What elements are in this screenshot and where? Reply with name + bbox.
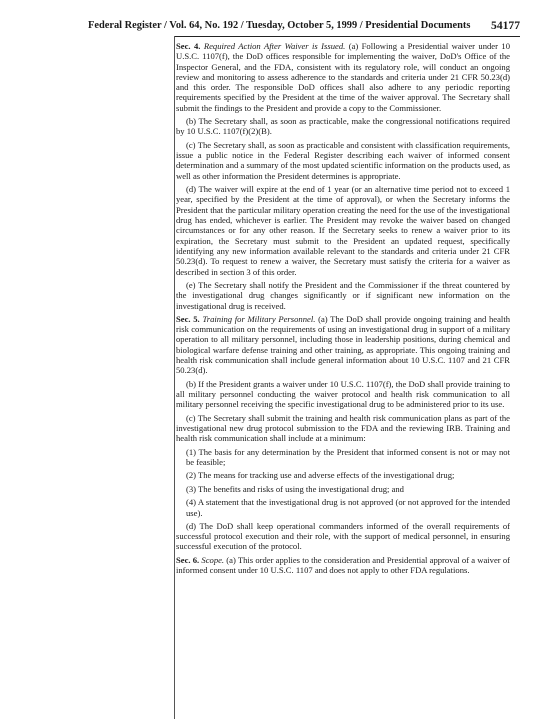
sec5-para-a [176,314,510,376]
document-body [176,41,510,579]
sec5-title: Training for Military Personnel. [202,313,316,324]
page-number: 54177 [491,19,520,32]
sec6-para-a-text: (a) This order applies to the consideration and Presidential approval of a waiver of informed consent under 10 U.S.C. 1107 and does not apply to other FDA regulations. [176,554,510,576]
header-rule [174,36,520,37]
sec4-para-a-text: (a) Following a Presidential waiver under 10 U.S.C. 1107(f), the DoD offices responsible for implementing the waiver, DoD's Office of the Inspector General, and the FDA, consistent with its regulatory role, will conduct an ongoing review and monitoring to assess adherence to the standards and criteria under 21 CFR 50.23(d) and this order. The responsible DoD offices shall also adhere to any periodic reporting requirements specified by the President at the time of the waiver approval. The Secretary shall submit the findings to the President and provide a copy to the Commissioner. [176,41,510,113]
sec4-para-a [176,41,510,113]
running-header [88,19,520,33]
sec6-para-a [176,555,510,576]
margin-rule [174,36,175,719]
sec4-para-d: (d) The waiver will expire at the end of 1 year (or an alternative time period not to exceed 1 year, specified by the President at the time of approval), or when the Secretary informs the President that the particular military operation creating the need for the use of the investigational drug has ended, whichever is earlier. The President may revoke the waiver based on changed circumstances or for any other reason. If the Secretary seeks to renew a waiver prior to its expiration, the Secretary must submit to the President an updated request, specifically identifying any new information available relevant to the standards and criteria under 21 CFR 50.23(d). To request to renew a waiver, the Secretary must satisfy the criteria for a waiver as described in section 3 of this order. [176,184,510,277]
sec5-para-a-text: (a) The DoD shall provide ongoing training and health risk communication on the requirements of using an investigational drug in support of a military operation to all military personnel, including those in leadership positions, during chemical and biological warfare defense training and other training, as appropriate. This ongoing training and health risk communication shall include general information about 10 U.S.C. 1107 and 21 CFR 50.23(d). [176,313,511,376]
sec5-list-item: (3) The benefits and risks of using the investigational drug; and [186,483,404,494]
sec5-list-item: (1) The basis for any determination by the President that informed consent is not or may not be feasible; [186,446,510,468]
sec5-para-d: (d) The DoD shall keep operational commanders informed of the overall requirements of successful protocol execution and their role, with the support of medical personnel, in ensuring successful execution of the protocol. [176,520,510,552]
sec4-para-c: (c) The Secretary shall, as soon as practicable and consistent with classification requirements, issue a public notice in the Federal Register describing each waiver of informed consent determination and a summary of the most updated scientific information on the products used, as well as other information the President determines is appropriate. [176,139,510,181]
running-title: Federal Register / Vol. 64, No. 192 / Tuesday, October 5, 1999 / Presidential Documents [88,20,471,31]
sec6-title: Scope. [201,554,225,565]
sec6-label: Sec. 6. [176,554,200,565]
sec5-para-b: (b) If the President grants a waiver under 10 U.S.C. 1107(f), the DoD shall provide training to all military personnel conducting the waiver protocol and health risk communication to all military personnel receiving the specific investigational drug to be administered prior to its use. [176,378,510,410]
sec5-list-item: (2) The means for tracking use and adverse effects of the investigational drug; [186,470,455,481]
sec5-label: Sec. 5. [176,313,200,324]
sec5-list-item: (4) A statement that the investigational drug is not approved (or not approved for the intended use). [186,497,510,518]
sec4-label: Sec. 4. [176,41,201,51]
sec4-para-e: (e) The Secretary shall notify the President and the Commissioner if the threat countered by the investigational drug changes significantly or if significant new information on the investigational drug is received. [176,279,510,311]
sec5-para-c: (c) The Secretary shall submit the training and health risk communication plans as part of the investigational new drug protocol submission to the FDA and the reviewing IRB. Training and health risk communication shall include at a minimum: [176,412,510,444]
sec4-title: Required Action After Waiver is Issued. [203,41,346,51]
sec4-para-b: (b) The Secretary shall, as soon as practicable, make the congressional notifications required by 10 U.S.C. 1107(f)(2)(B). [176,116,510,137]
